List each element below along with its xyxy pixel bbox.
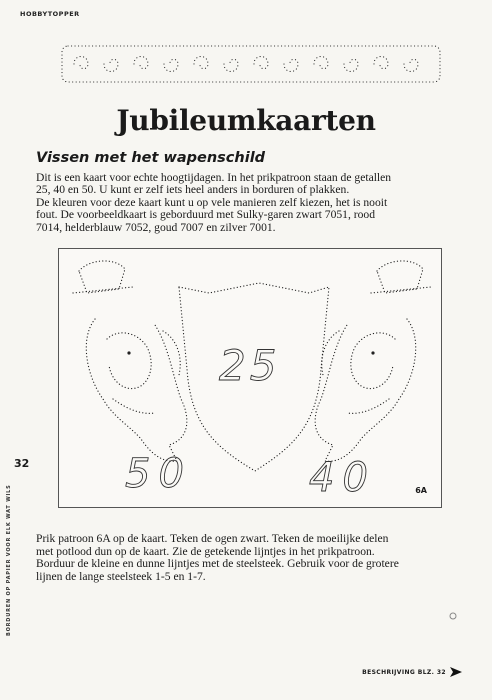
pattern-number-40: 40 [309, 455, 376, 501]
instruction-line: Prik patroon 6A op de kaart. Teken de ogen zwart. Teken de moeilijke delen [36, 532, 389, 545]
intro-paragraph [36, 172, 456, 234]
pattern-number-25: 25 [219, 341, 281, 390]
arrow-right-icon [450, 667, 462, 677]
intro-line: 25, 40 en 50. U kunt er zelf iets heel anders in borduren of plakken. [36, 183, 350, 197]
pattern-figure [58, 248, 442, 508]
instructions-paragraph [36, 533, 456, 583]
footer-reference: BESCHRIJVING BLZ. 32 [362, 669, 446, 676]
page-title: Jubileumkaarten [116, 104, 376, 137]
instruction-line: lijnen de lange steelsteek 1-5 en 1-7. [36, 569, 206, 583]
intro-line: 7014, helderblauw 7052, goud 7007 en zilver 7001. [36, 220, 276, 234]
side-running-text: BORDUREN OP PAPIER VOOR ELK WAT WILS [6, 484, 12, 636]
intro-line: De kleuren voor deze kaart kunt u op vele manieren zelf kiezen, het is nooit [36, 195, 388, 209]
decorative-border-icon [60, 44, 442, 84]
page-number: 32 [14, 457, 30, 470]
intro-line: Dit is een kaart voor echte hoogtijdagen. In het prikpatroon staan de getallen [36, 171, 392, 184]
pattern-label: 6A [415, 486, 427, 495]
intro-line: fout. De voorbeeldkaart is geborduurd met Sulky-garen zwart 7051, rood [36, 208, 376, 222]
brand-label: HOBBYTOPPER [20, 10, 80, 18]
pattern-number-50: 50 [125, 451, 192, 497]
circle-mark-icon [448, 611, 458, 621]
section-subtitle: Vissen met het wapenschild [36, 150, 266, 166]
instruction-line: met potlood dun op de kaart. Zie de getekende lijntjes in het prikpatroon. [36, 544, 375, 558]
instruction-line: Borduur de kleine en dunne lijntjes met de steelsteek. Gebruik voor de grotere [36, 557, 399, 571]
